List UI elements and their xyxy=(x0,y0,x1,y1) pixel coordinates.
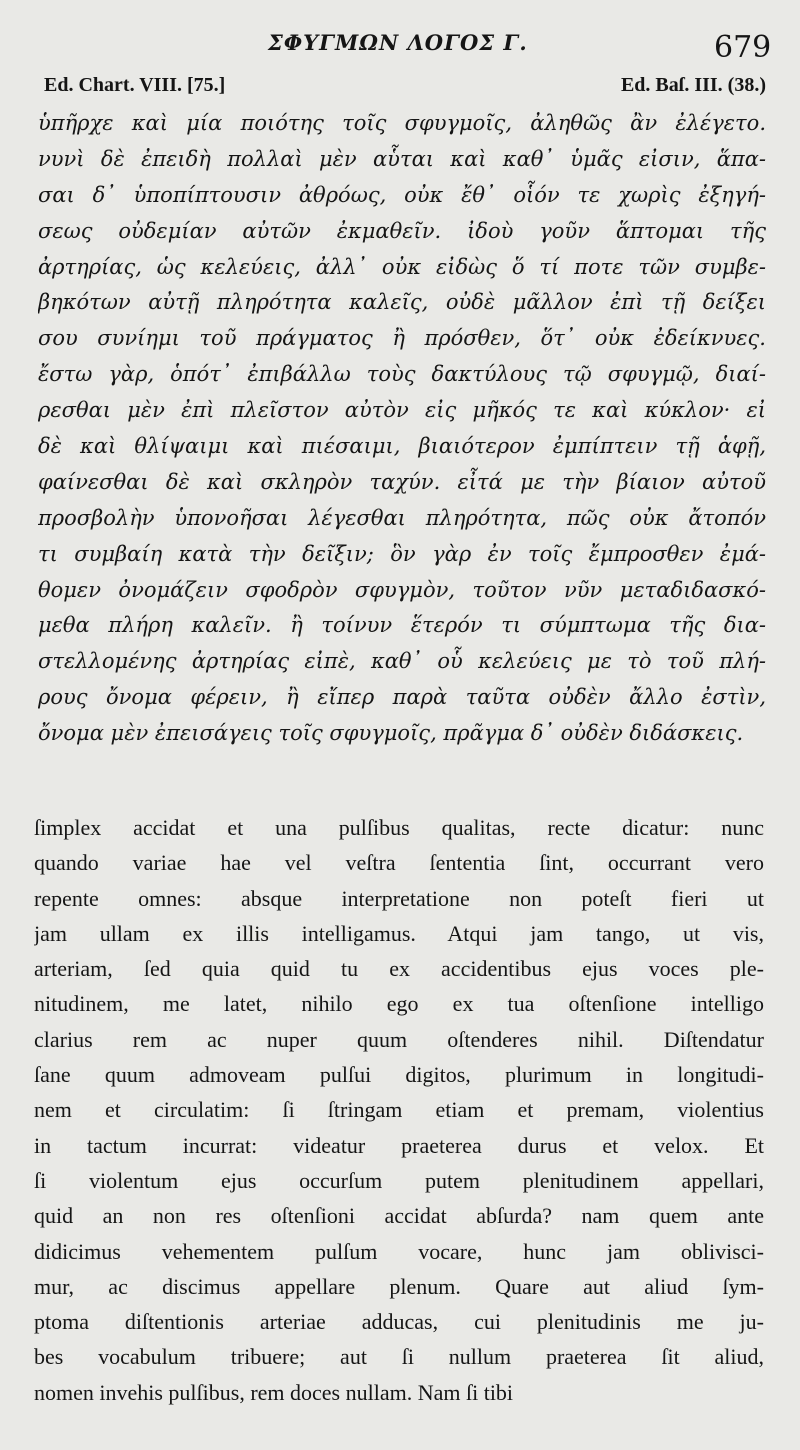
latin-text-line: nomen invehis pulſibus, rem doces nullam. Nam ſi tibi xyxy=(34,1379,514,1405)
latin-text-block xyxy=(34,810,764,1410)
greek-text-line: ἀρτηρίας, ὡς κελεύεις, ἀλλ᾿ οὐκ εἰδὼς ὅ τί ποτε τῶν συμβε- xyxy=(38,254,766,279)
latin-text-line: ſimplex accidat et una pulſibus qualitas, recte dicatur: nunc xyxy=(34,815,764,840)
edition-reference-chartier: Ed. Chart. VIII. [75.] xyxy=(44,74,226,96)
greek-text-block xyxy=(38,106,766,752)
latin-text-line: jam ullam ex illis intelligamus. Atqui jam tango, ut vis, xyxy=(34,920,764,946)
latin-text-line: ſi violentum ejus occurſum putem plenitudinem appellari, xyxy=(34,1167,764,1193)
latin-text-line: ſane quum admoveam pulſui digitos, plurimum in longitudi- xyxy=(34,1062,764,1088)
greek-text-line: προσβολὴν ὑπονοῆσαι λέγεσθαι πληρότητα, πῶς οὐκ ἄτοπόν xyxy=(38,505,766,530)
greek-text-line: μεθα πλήρη καλεῖν. ἢ τοίνυν ἕτερόν τι σύμπτωμα τῆς δια- xyxy=(38,613,766,638)
latin-text-line: repente omnes: absque interpretatione non poteſt fieri ut xyxy=(34,885,764,911)
latin-text-line: nem et circulatim: ſi ſtringam etiam et premam, violentius xyxy=(34,1097,764,1123)
latin-text-line: nitudinem, me latet, nihilo ego ex tua oſtenſione intelligo xyxy=(34,991,764,1017)
latin-text-line: ptoma diſtentionis arteriae adducas, cui plenitudinis me ju- xyxy=(34,1309,764,1335)
latin-text-line: clarius rem ac nuper quum oſtenderes nihil. Diſtendatur xyxy=(34,1026,764,1052)
greek-text-line: ὑπῆρχε καὶ μία ποιότης τοῖς σφυγμοῖς, ἀληθῶς ἂν ἐλέγετο. xyxy=(38,111,766,135)
greek-text-line: σεως οὐδεμίαν αὐτῶν ἐκμαθεῖν. ἰδοὺ γοῦν ἅπτομαι τῆς xyxy=(38,218,766,243)
greek-text-line: τι συμβαίη κατὰ τὴν δεῖξιν; ὃν γὰρ ἐν τοῖς ἔμπροσθεν ἐμά- xyxy=(38,541,766,566)
latin-text-line: quando variae hae vel veſtra ſententia ſint, occurrant vero xyxy=(34,850,764,876)
latin-text-line: quid an non res oſtenſioni accidat abſurda? nam quem ante xyxy=(34,1203,764,1229)
greek-text-line: σου συνίημι τοῦ πράγματος ἢ πρόσθεν, ὅτ᾿ οὐκ ἐδείκνυες. xyxy=(38,326,766,351)
greek-text-line: φαίνεσθαι δὲ καὶ σκληρὸν ταχύν. εἶτά με τὴν βίαιον αὐτοῦ xyxy=(38,469,766,494)
greek-text-line: ρους ὄνομα φέρειν, ἢ εἴπερ παρὰ ταῦτα οὐδὲν ἄλλο ἐστὶν, xyxy=(38,685,766,710)
greek-text-line: ἔστω γὰρ, ὁπότ᾿ ἐπιβάλλω τοὺς δακτύλους τῷ σφυγμῷ, διαί- xyxy=(38,362,766,387)
latin-text-line: didicimus vehementem pulſum vocare, hunc jam oblivisci- xyxy=(34,1238,764,1264)
greek-text-line: σαι δ᾿ ὑποπίπτουσιν ἀθρόως, οὐκ ἔθ᾿ οἷόν τε χωρὶς ἐξηγή- xyxy=(38,182,766,207)
page-number: 679 xyxy=(714,30,772,65)
running-head xyxy=(0,26,800,66)
greek-text-line: ὄνομα μὲν ἐπεισάγεις τοῖς σφυγμοῖς, πρᾶγμα δ᾿ οὐδὲν διδάσκεις. xyxy=(38,721,744,746)
edition-reference-basel: Ed. Baſ. III. (38.) xyxy=(620,74,766,96)
greek-text-line: δὲ καὶ θλίψαιμι καὶ πιέσαιμι, βιαιότερον ἐμπίπτειν τῇ ἁφῇ, xyxy=(38,434,766,459)
latin-text-line: arteriam, ſed quia quid tu ex accidentibus ejus voces ple- xyxy=(34,956,764,982)
greek-text-line: ρεσθαι μὲν ἐπὶ πλεῖστον αὐτὸν εἰς μῆκός τε καὶ κύκλον· εἰ xyxy=(38,398,766,423)
edition-references xyxy=(44,74,766,102)
latin-text-line: in tactum incurrat: videatur praeterea durus et velox. Et xyxy=(34,1132,764,1158)
latin-text-line: bes vocabulum tribuere; aut ſi nullum praeterea ſit aliud, xyxy=(34,1344,764,1370)
greek-text-line: θομεν ὀνομάζειν σφοδρὸν σφυγμὸν, τοῦτον νῦν μεταδιδασκό- xyxy=(38,577,766,602)
greek-text-line: στελλομένης ἀρτηρίας εἰπὲ, καθ᾿ οὗ κελεύεις με τὸ τοῦ πλή- xyxy=(38,649,766,674)
greek-text-line: νυνὶ δὲ ἐπειδὴ πολλαὶ μὲν αὗται καὶ καθ᾿ ὑμᾶς εἰσιν, ἅπα- xyxy=(38,146,766,171)
latin-text-line: mur, ac discimus appellare plenum. Quare aut aliud ſym- xyxy=(34,1273,764,1299)
running-title: ΣΦΥΓΜΩΝ ΛΟΓΟΣ Γ. xyxy=(268,30,528,55)
greek-text-line: βηκότων αὐτῇ πληρότητα καλεῖς, οὐδὲ μᾶλλον ἐπὶ τῇ δείξει xyxy=(38,290,766,315)
